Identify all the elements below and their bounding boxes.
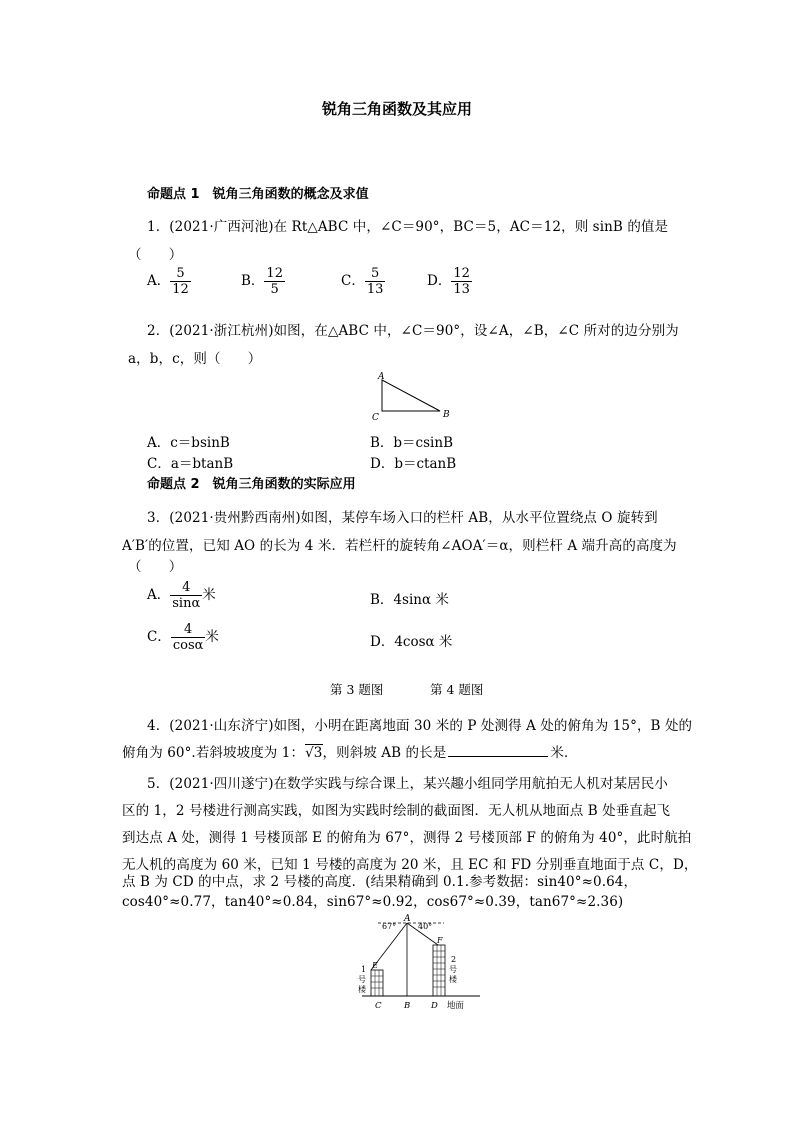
label-d: D — [431, 1001, 438, 1011]
q4-line2: 俯角为 60°.若斜坡坡度为 1：√3，则斜坡 AB 的长是 米． — [122, 745, 578, 761]
q1-option-d: D． $\frac{12}{13}$ — [427, 266, 470, 297]
answer-blank — [448, 756, 548, 757]
building-1 — [371, 970, 383, 996]
q1-option-a: A． $\frac{5}{12}$ — [147, 266, 189, 297]
q2-triangle-figure — [368, 368, 458, 426]
triangle-abc — [382, 380, 440, 411]
label-b: B — [404, 1001, 411, 1011]
q2-line1: 2．(2021·浙江杭州)如图，在△ABC 中，∠C＝90°，设∠A，∠B，∠C 所对的边分别为 — [147, 323, 679, 339]
label-e: E — [372, 961, 378, 970]
q2-option-b: B．b＝csinB — [370, 435, 453, 451]
ground-label: 地面 — [447, 1001, 465, 1011]
bldg1-label-num: 1 — [361, 965, 367, 974]
q2-option-d: D．b＝ctanB — [370, 456, 457, 472]
section-heading-2: 命题点 2 锐角三角函数的实际应用 — [147, 477, 356, 492]
q1-option-b: B． $\frac{12}{5}$ — [241, 266, 283, 297]
q2-option-a: A．c＝bsinB — [147, 435, 230, 451]
angle-40: 40° — [418, 922, 433, 931]
q3-option-c: C． $\frac{4}{\cos\alpha}$ 米 — [147, 622, 219, 653]
q5-line1: 5．(2021·四川遂宁)在数学实践与综合课上，某兴趣小组同学用航拍无人机对某居民小 — [147, 776, 668, 792]
q5-line2: 区的 1，2 号楼进行测高实践，如图为实践时绘制的截面图．无人机从地面点 B 处垂直起飞 — [122, 803, 671, 819]
section-heading-1: 命题点 1 锐角三角函数的概念及求值 — [147, 187, 369, 202]
label-a: A — [404, 914, 411, 924]
label-a: A — [378, 372, 385, 382]
bldg2-label-lou: 楼 — [449, 975, 457, 984]
bldg2-label-hao: 号 — [449, 965, 457, 974]
angle-67: 67° — [382, 922, 397, 931]
q5-line3: 到达点 A 处，测得 1 号楼顶部 E 的俯角为 67°，测得 2 号楼顶部 F 的俯角为 40°，此时航拍 — [122, 830, 692, 846]
q2-line2: a，b，c，则（ ） — [128, 351, 262, 367]
bldg1-label-lou: 楼 — [358, 985, 366, 994]
bldg2-label-num: 2 — [451, 955, 457, 964]
page-title: 锐角三角函数及其应用 — [321, 100, 472, 118]
label-c: C — [375, 1001, 382, 1011]
figure-3-caption: 第 3 题图 — [330, 682, 384, 697]
q5-line6: cos40°≈0.77，tan40°≈0.84，sin67°≈0.92，cos67°≈0.39，tan67°≈2.36) — [122, 894, 624, 910]
q3-option-d: D．4cosα 米 — [370, 634, 453, 650]
q3-line1: 3．(2021·贵州黔西南州)如图，某停车场入口的栏杆 AB，从水平位置绕点 O 旋转到 — [147, 510, 658, 526]
label-c: C — [372, 413, 379, 423]
building-2 — [433, 945, 445, 996]
figure-4-caption: 第 4 题图 — [430, 682, 484, 697]
q3-option-a: A． $\frac{4}{\sin\alpha}$ 米 — [147, 580, 216, 611]
q2-option-c: C．a＝btanB — [147, 456, 234, 472]
q1-option-c: C． $\frac{5}{13}$ — [341, 266, 384, 297]
q3-option-b: B．4sinα 米 — [370, 592, 449, 608]
q4-line1: 4．(2021·山东济宁)如图，小明在距离地面 30 米的 P 处测得 A 处的俯角为 15°，B 处的 — [147, 718, 693, 734]
q5-line4: 无人机的高度为 60 米，已知 1 号楼的高度为 20 米，且 EC 和 FD 分别垂直地面于点 C，D， — [122, 857, 698, 873]
label-f: F — [437, 936, 443, 945]
q3-line3: （ ） — [128, 559, 183, 575]
bldg1-label-hao: 号 — [358, 975, 366, 984]
q5-drone-figure — [352, 912, 492, 1014]
q5-line5: 点 B 为 CD 的中点，求 2 号楼的高度．(结果精确到 0.1.参考数据：sin40°≈0.64， — [122, 874, 638, 890]
q3-line2: A′B′的位置，已知 AO 的长为 4 米．若栏杆的旋转角∠AOA′＝α，则栏杆 A 端升高的高度为 — [122, 538, 677, 554]
q1-line2: （ ） — [128, 247, 183, 263]
q1-line1: 1．(2021·广西河池)在 Rt△ABC 中，∠C＝90°，BC＝5，AC＝12，则 sinB 的值是 — [147, 219, 669, 235]
label-b: B — [443, 410, 450, 420]
